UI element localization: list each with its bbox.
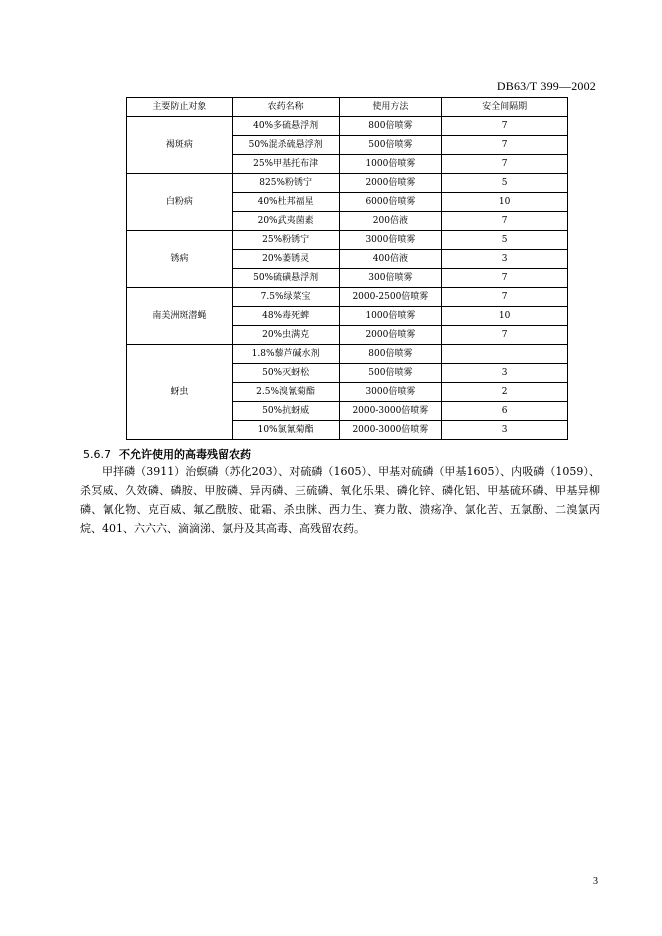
body-paragraph: 甲拌磷（3911）治螟磷（苏化203）、对硫磷（1605）、甲基对硫磷（甲基1605）、内吸磷（1059）、杀冥威、久效磷、磷胺、甲胺磷、异丙磷、三硫磷、氧化乐果、磷化锌、磷化铝、甲基硫环磷、甲基异柳磷、氰化物、克百威、氟乙酰胺、砒霜、杀虫脒、西力生、赛力散、溃疡净、氯化苦、五氯酚、二溴氯丙烷、401、六六六、滴滴涕、氯丹及其高毒、高残留农药。 xyxy=(80,465,600,535)
method-cell: 2000-3000倍喷雾 xyxy=(339,402,442,421)
target-cell: 锈病 xyxy=(127,231,233,288)
method-cell: 500倍喷雾 xyxy=(339,364,442,383)
interval-cell: 3 xyxy=(442,364,568,383)
pesticide-cell: 825%粉锈宁 xyxy=(232,174,339,193)
interval-cell: 5 xyxy=(442,174,568,193)
target-cell: 白粉病 xyxy=(127,174,233,231)
table-row xyxy=(127,174,568,193)
target-cell: 褐斑病 xyxy=(127,117,233,174)
table-header-row xyxy=(127,98,568,117)
section-title: 不允许使用的高毒残留农药 xyxy=(119,448,251,461)
pesticide-cell: 20%萎锈灵 xyxy=(232,250,339,269)
header-method: 使用方法 xyxy=(339,98,442,117)
method-cell: 2000-2500倍喷雾 xyxy=(339,288,442,307)
interval-cell: 7 xyxy=(442,288,568,307)
pesticide-cell: 20%虫满克 xyxy=(232,326,339,345)
method-cell: 400倍液 xyxy=(339,250,442,269)
header-pesticide: 农药名称 xyxy=(232,98,339,117)
pesticide-cell: 25%甲基托布津 xyxy=(232,155,339,174)
pesticide-cell: 50%灭蚜松 xyxy=(232,364,339,383)
interval-cell: 2 xyxy=(442,383,568,402)
method-cell: 300倍喷雾 xyxy=(339,269,442,288)
pesticide-cell: 2.5%溴氰菊酯 xyxy=(232,383,339,402)
pesticide-cell: 40%杜邦福星 xyxy=(232,193,339,212)
pesticide-cell: 25%粉锈宁 xyxy=(232,231,339,250)
interval-cell xyxy=(442,345,568,364)
method-cell: 800倍喷雾 xyxy=(339,117,442,136)
interval-cell: 7 xyxy=(442,212,568,231)
interval-cell: 7 xyxy=(442,155,568,174)
method-cell: 500倍喷雾 xyxy=(339,136,442,155)
section-heading xyxy=(83,446,251,462)
interval-cell: 7 xyxy=(442,117,568,136)
interval-cell: 6 xyxy=(442,402,568,421)
page-number: 3 xyxy=(593,876,598,887)
pesticide-cell: 50%硫磺悬浮剂 xyxy=(232,269,339,288)
target-cell: 南美洲斑潜蝇 xyxy=(127,288,233,345)
method-cell: 3000倍喷雾 xyxy=(339,231,442,250)
target-cell: 蚜虫 xyxy=(127,345,233,440)
interval-cell: 7 xyxy=(442,269,568,288)
method-cell: 2000倍喷雾 xyxy=(339,326,442,345)
document-code: DB63/T 399—2002 xyxy=(496,79,596,93)
method-cell: 1000倍喷雾 xyxy=(339,307,442,326)
table-row xyxy=(127,345,568,364)
interval-cell: 10 xyxy=(442,307,568,326)
header-interval: 安全间隔期 xyxy=(442,98,568,117)
table-row xyxy=(127,117,568,136)
pesticide-cell: 40%多硫悬浮剂 xyxy=(232,117,339,136)
interval-cell: 5 xyxy=(442,231,568,250)
pesticide-cell: 48%毒死蜱 xyxy=(232,307,339,326)
pesticide-table xyxy=(126,97,568,440)
table-body xyxy=(127,117,568,440)
section-number: 5.6.7 xyxy=(83,448,111,461)
method-cell: 2000-3000倍喷雾 xyxy=(339,421,442,440)
method-cell: 3000倍喷雾 xyxy=(339,383,442,402)
pesticide-cell: 50%抗蚜威 xyxy=(232,402,339,421)
method-cell: 1000倍喷雾 xyxy=(339,155,442,174)
interval-cell: 3 xyxy=(442,421,568,440)
pesticide-cell: 7.5%绿菜宝 xyxy=(232,288,339,307)
interval-cell: 3 xyxy=(442,250,568,269)
method-cell: 800倍喷雾 xyxy=(339,345,442,364)
pesticide-cell: 50%混杀硫悬浮剂 xyxy=(232,136,339,155)
method-cell: 2000倍喷雾 xyxy=(339,174,442,193)
interval-cell: 10 xyxy=(442,193,568,212)
table-row xyxy=(127,288,568,307)
pesticide-cell: 10%氯氰菊酯 xyxy=(232,421,339,440)
pesticide-cell: 20%武夷菌素 xyxy=(232,212,339,231)
interval-cell: 7 xyxy=(442,136,568,155)
method-cell: 6000倍喷雾 xyxy=(339,193,442,212)
interval-cell: 7 xyxy=(442,326,568,345)
table-row xyxy=(127,231,568,250)
pesticide-cell: 1.8%藜芦碱水剂 xyxy=(232,345,339,364)
header-target: 主要防止对象 xyxy=(127,98,233,117)
method-cell: 200倍液 xyxy=(339,212,442,231)
